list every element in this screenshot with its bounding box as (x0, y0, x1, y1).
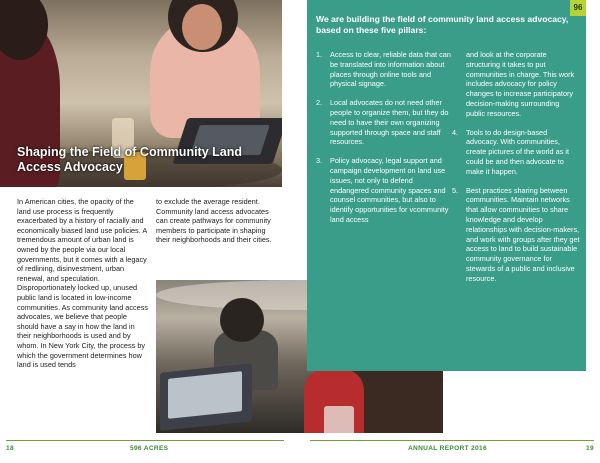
photo-laptop-screen (168, 371, 242, 419)
pillars-column-a (316, 50, 452, 234)
section-title: Shaping the Field of Community Land Access Advocacy (17, 145, 242, 174)
pillar-number: 5. (452, 185, 459, 195)
pillars-column-b (452, 50, 580, 293)
corner-badge: 96 (570, 0, 586, 16)
pillar-number: 4. (452, 127, 459, 137)
body-text-column-1: In American cities, the opacity of the land use process is frequently exacerbated by a history of racially and economically biased land use policies. A tremendous amount of urban land is owned by the people via our local governments, but it comes with a legacy of redlining, disinvestment, urban renewal, and speculation. Disproportionately locked up, unused public land is located in low-income communities. As community land access advocates, we believe that people should have a say in how the land in their neighborhoods is used and by whom. In New York City, the process by which the government determines how land is used tends (17, 197, 148, 370)
pillar-item (316, 156, 452, 225)
pillar-number: 1. (316, 50, 323, 59)
pillar-text: Tools to do design-based advocacy. With communities, create pictures of the world as it could be and then advocate to make it happen. (466, 127, 570, 176)
pillar-text: Policy advocacy, legal support and campaign development on land use issues, not only to defend endangered community spaces and counsel communities, but also to identify opportunities for vcommunity land access (330, 156, 449, 224)
pillar-text: Access to clear, reliable data that can be translated into information about places through online tools and physical signage. (330, 50, 451, 89)
footer-org-name: 596 ACRES (130, 445, 169, 452)
pillar-number: 3. (316, 156, 323, 166)
body-text-column-2: to exclude the average resident. Community land access advocates can create pathways for community members to participate in shaping their neighborhoods and their cities. (156, 197, 272, 245)
page-number-left: 18 (6, 445, 14, 452)
pillar-number: 2. (316, 98, 323, 108)
page-number-right: 19 (586, 445, 594, 452)
pillar-text: Local advocates do not need other people to organize them, but they do need to have their own organizing supported through space and staff resources. (330, 98, 449, 147)
pillar-item (452, 128, 580, 177)
footer-report-title: ANNUAL REPORT 2016 (408, 445, 487, 452)
pillar-text: Best practices sharing between communities. Maintain networks that allow communities to share knowledge and develop relationships with decision-makers, and work with groups after they get access to land to build sustainable community governance for stewards of a public and inclusive resource. (466, 185, 580, 283)
footer-divider-left (6, 440, 284, 441)
pillar-3-continued: and look at the corporate structuring it takes to put communities in charge. This work includes advocacy for policy changes to increase participatory decision-making surrounding public resources. (466, 50, 575, 118)
photo-person-middle-head (220, 298, 264, 342)
pillar-item (316, 50, 452, 89)
pillar-item (452, 186, 580, 284)
footer-divider-right (310, 440, 594, 441)
photo-glass-bottom (324, 406, 354, 433)
pillar-item (316, 98, 452, 147)
photo-person-center-face (182, 4, 222, 50)
pillars-panel (307, 0, 586, 371)
pillars-intro: We are building the field of community land access advocacy, based on these five pillars: (316, 14, 569, 35)
